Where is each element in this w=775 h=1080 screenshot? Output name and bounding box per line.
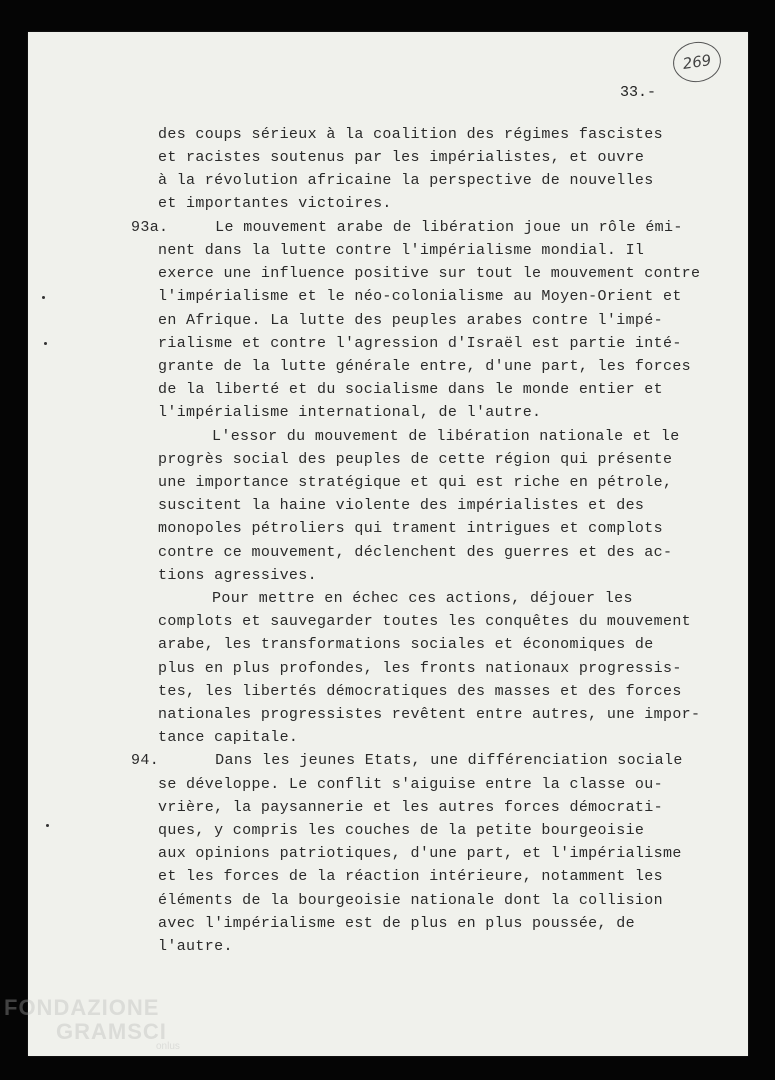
text-line: nationales progressistes revêtent entre autres, une impor-: [158, 706, 701, 723]
text-line: avec l'impérialisme est de plus en plus poussée, de: [158, 915, 635, 932]
text-line: arabe, les transformations sociales et économiques de: [158, 636, 654, 653]
text-line: tions agressives.: [158, 567, 317, 584]
paragraph-93a-start: 93a. Le mouvement arabe de libération joue un rôle émi-: [131, 219, 683, 236]
text-line: complots et sauvegarder toutes les conquêtes du mouvement: [158, 613, 692, 630]
watermark-line3: onlus: [156, 1041, 180, 1052]
text-line: en Afrique. La lutte des peuples arabes contre l'impé-: [158, 312, 663, 329]
text-line: tance capitale.: [158, 729, 299, 746]
text-line: l'impérialisme international, de l'autre.: [158, 404, 542, 421]
text-line: se développe. Le conflit s'aiguise entre la classe ou-: [158, 776, 663, 793]
text-line: exerce une influence positive sur tout le mouvement contre: [158, 265, 701, 282]
text-line: contre ce mouvement, déclenchent des guerres et des ac-: [158, 544, 673, 561]
text-line: Pour mettre en échec ces actions, déjouer les: [212, 590, 633, 607]
watermark-line2: GRAMSCI: [56, 1019, 167, 1044]
text-line: à la révolution africaine la perspective de nouvelles: [158, 172, 654, 189]
text-line: aux opinions patriotiques, d'une part, et l'impérialisme: [158, 845, 682, 862]
text-line: monopoles pétroliers qui trament intrigues et complots: [158, 520, 663, 537]
text-line: plus en plus profondes, les fronts nationaux progressis-: [158, 660, 682, 677]
page-number: 33.-: [620, 84, 657, 101]
margin-mark: [46, 824, 49, 827]
paragraph-94-start: 94. Dans les jeunes Etats, une différenciation sociale: [131, 752, 683, 769]
text-line: ques, y compris les couches de la petite bourgeoisie: [158, 822, 645, 839]
text-line: rialisme et contre l'agression d'Israël est partie inté-: [158, 335, 682, 352]
archive-number-stamp: 269: [670, 39, 723, 85]
watermark-line1: FONDAZIONE: [4, 995, 160, 1020]
text-line: L'essor du mouvement de libération nationale et le: [212, 428, 680, 445]
text-line: l'autre.: [158, 938, 233, 955]
text-line: grante de la lutte générale entre, d'une part, les forces: [158, 358, 692, 375]
text-line: éléments de la bourgeoisie nationale dont la collision: [158, 892, 663, 909]
text-line: progrès social des peuples de cette région qui présente: [158, 451, 673, 468]
text-line: nent dans la lutte contre l'impérialisme mondial. Il: [158, 242, 645, 259]
margin-mark: [44, 342, 47, 345]
margin-mark: [42, 296, 45, 299]
text-line: de la liberté et du socialisme dans le monde entier et: [158, 381, 663, 398]
text-line: suscitent la haine violente des impérialistes et des: [158, 497, 645, 514]
text-line: tes, les libertés démocratiques des masses et des forces: [158, 683, 682, 700]
text-line: vrière, la paysannerie et les autres forces démocrati-: [158, 799, 663, 816]
text-line: et les forces de la réaction intérieure, notamment les: [158, 868, 663, 885]
text-line: l'impérialisme et le néo-colonialisme au Moyen-Orient et: [158, 288, 682, 305]
text-line: et importantes victoires.: [158, 195, 392, 212]
fondazione-gramsci-watermark: [4, 995, 180, 1052]
text-line: et racistes soutenus par les impérialistes, et ouvre: [158, 149, 645, 166]
text-line: des coups sérieux à la coalition des régimes fascistes: [158, 126, 663, 143]
text-line: une importance stratégique et qui est riche en pétrole,: [158, 474, 673, 491]
